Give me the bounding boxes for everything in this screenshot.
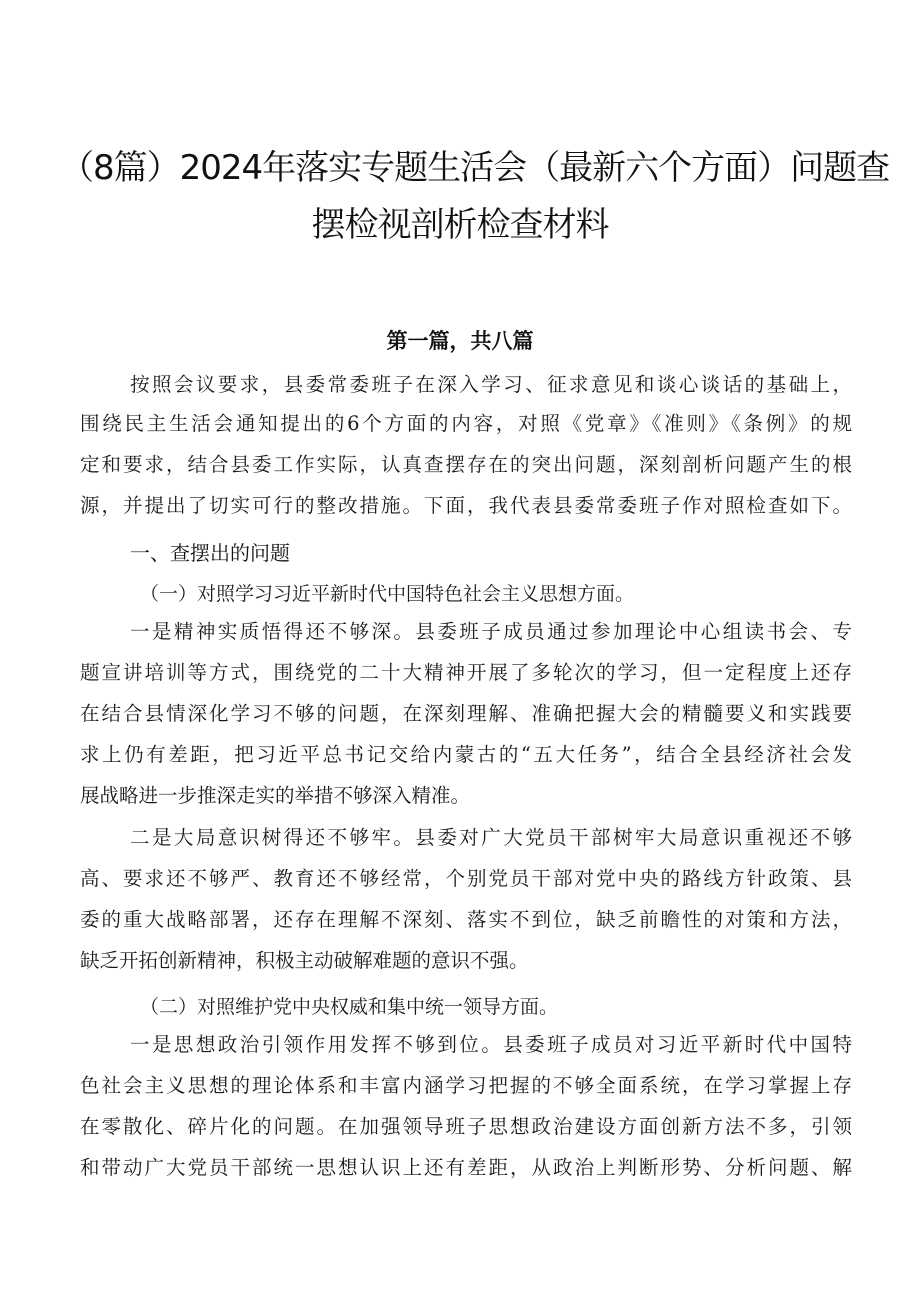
document-title-line-1: （8篇）2024年落实专题生活会（最新六个方面）问题查	[60, 148, 890, 188]
sub1-para2-line-3: 委的重大战略部署，还存在理解不深刻、落实不到位，缺乏前瞻性的对策和方法，	[80, 908, 852, 931]
sub2-para1-line-3: 在零散化、碎片化的问题。在加强领导班子思想政治建设方面创新方法不多，引领	[80, 1115, 852, 1138]
intro-line-3: 定和要求，结合县委工作实际，认真查摆存在的突出问题，深刻剖析问题产生的根	[80, 453, 852, 476]
sub2-para1-line-1: 一是思想政治引领作用发挥不够到位。县委班子成员对习近平新时代中国特	[130, 1033, 852, 1056]
sub1-para1-line-2: 题宣讲培训等方式，围绕党的二十大精神开展了多轮次的学习，但一定程度上还存	[80, 661, 852, 684]
sub1-para1-line-1: 一是精神实质悟得还不够深。县委班子成员通过参加理论中心组读书会、专	[130, 620, 852, 643]
sub1-para2-line-1: 二是大局意识树得还不够牢。县委对广大党员干部树牢大局意识重视还不够	[130, 826, 852, 849]
sub1-para1-line-4: 求上仍有差距，把习近平总书记交给内蒙古的“五大任务”，结合全县经济社会发	[80, 743, 852, 766]
sub1-para1-line-5: 展战略进一步推深走实的举措不够深入精准。	[80, 784, 471, 807]
intro-line-2: 围绕民主生活会通知提出的6个方面的内容，对照《党章》《准则》《条例》的规	[80, 412, 852, 435]
sub2-para1-line-4: 和带动广大党员干部统一思想认识上还有差距，从政治上判断形势、分析问题、解	[80, 1156, 852, 1179]
intro-line-4: 源，并提出了切实可行的整改措施。下面，我代表县委常委班子作对照检查如下。	[80, 494, 852, 517]
document-title-line-2: 摆检视剖析检查材料	[311, 205, 609, 245]
intro-line-1: 按照会议要求，县委常委班子在深入学习、征求意见和谈心谈话的基础上，	[130, 373, 852, 396]
sub2-para1-line-2: 色社会主义思想的理论体系和丰富内涵学习把握的不够全面系统，在学习掌握上存	[80, 1074, 852, 1097]
sub1-para2-line-4: 缺乏开拓创新精神，积极主动破解难题的意识不强。	[80, 949, 529, 972]
subsection-heading-2: （二）对照维护党中央权威和集中统一领导方面。	[140, 996, 559, 1018]
sub1-para1-line-3: 在结合县情深化学习不够的问题，在深刻理解、准确把握大会的精髓要义和实践要	[80, 702, 852, 725]
part-label: 第一篇，共八篇	[386, 329, 534, 353]
section-heading-1: 一、查摆出的问题	[130, 541, 290, 565]
subsection-heading-1: （一）对照学习习近平新时代中国特色社会主义思想方面。	[140, 583, 635, 605]
sub1-para2-line-2: 高、要求还不够严、教育还不够经常，个别党员干部对党中央的路线方针政策、县	[80, 867, 852, 890]
